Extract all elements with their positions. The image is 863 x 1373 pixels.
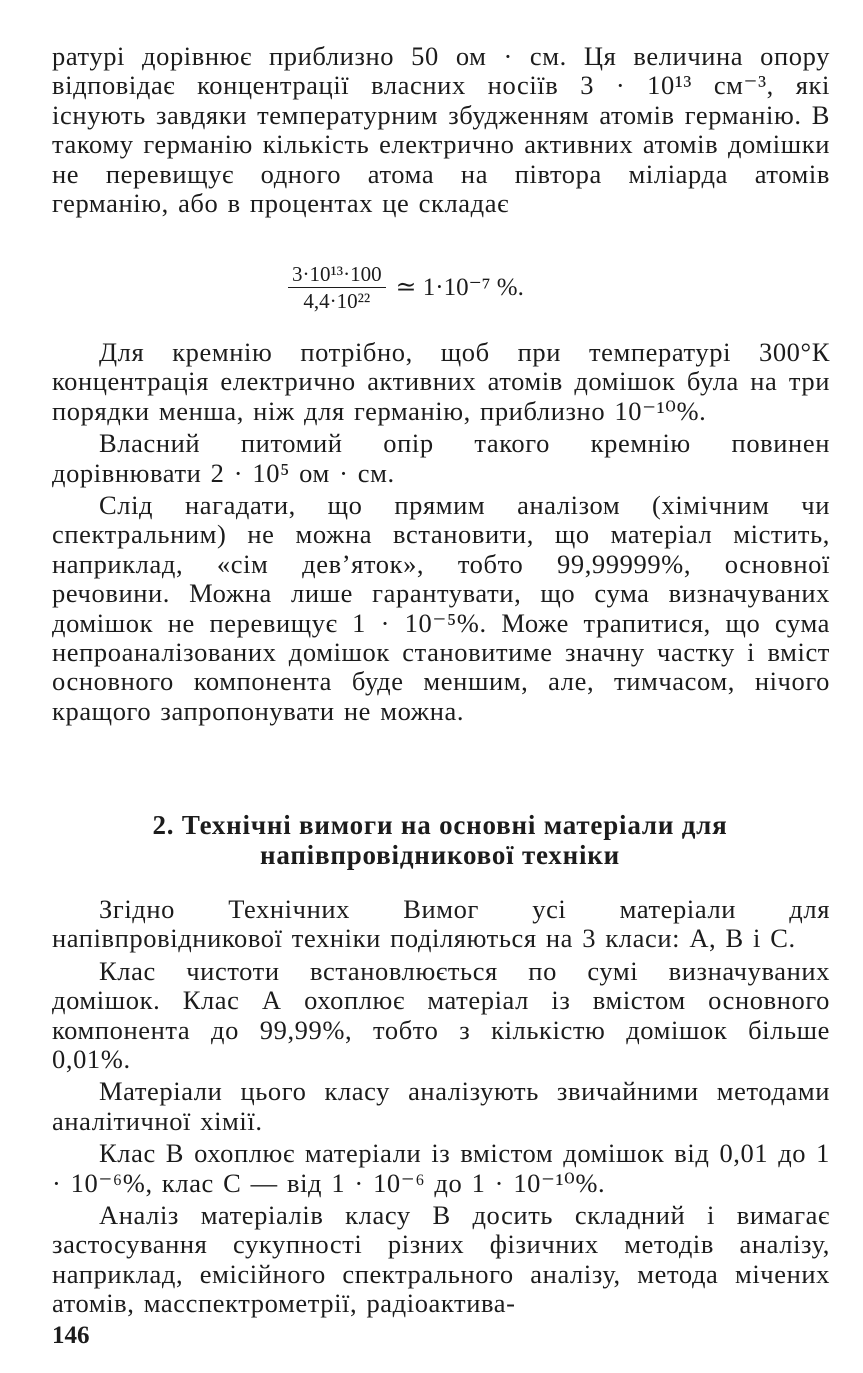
paragraph-class-a: Клас чистоти встановлюється по сумі визначуваних домішок. Клас А охоплює матеріал із вмістом основного компонента до 99,99%, тобто з кількістю домішок більше 0,01%. [52,955,830,1075]
text-block-middle [52,338,830,729]
formula-result: ≃ 1·10⁻⁷ %. [395,274,524,301]
paragraph-analysis: Слід нагадати, що прямим аналізом (хімічним чи спектральним) не можна встановити, що матеріал містить, наприклад, «сім дев’яток», тобто 99,99999%, основної речовини. Можна лише гарантувати, що сума визначуваних домішок не перевищує 1 · 10⁻⁵%. Може трапитися, що сума непроаналізованих домішок становитиме значну частку і вміст основного компонента буде меншим, але, тимчасом, нічого кращого запропонувати не можна. [52,490,830,726]
formula-numerator: 3·10¹³·100 [288,262,386,288]
text-block-top [52,42,830,221]
formula-denominator: 4,4·10²² [303,288,371,313]
formula [288,257,524,317]
paragraph-continuation: ратурі дорівнює приблизно 50 ом · см. Ця величина опору відповідає концентрації власних носіїв 3 · 10¹³ см⁻³, які існують завдяки температурним збудженням атомів германію. В такому германію кількість електрично активних атомів домішки не перевищує одного атома на півтора міліарда атомів германію, або в процентах це складає [52,41,830,219]
section-heading-line2: напівпровідникової техніки [260,840,620,870]
paragraph-chemistry: Матеріали цього класу аналізують звичайними методами аналітичної хімії. [52,1076,830,1136]
paragraph-methods: Аналіз матеріалів класу В досить складний і вимагає застосування сукупності різних фізичних методів аналізу, наприклад, емісійного спектрального аналізу, метода мічених атомів, масспектрометрії, радіоактива- [52,1200,830,1319]
text-block-bottom [52,895,830,1322]
section-heading [60,810,820,870]
paragraph-resistivity: Власний питомий опір такого кремнію повинен дорівнювати 2 · 10⁵ ом · см. [52,428,830,488]
paragraph-class-b-c: Клас В охоплює матеріали із вмістом домішок від 0,01 до 1 · 10⁻⁶%, клас С — від 1 · 10⁻⁶ до 1 · 10⁻¹⁰%. [52,1138,830,1198]
paragraph-silicon: Для кремнію потрібно, щоб при температурі 300°К концентрація електрично активних атомів домішок була на три порядки менша, ніж для германію, приблизно 10⁻¹⁰%. [52,337,830,426]
formula-fraction [288,262,386,313]
paragraph-classes: Згідно Технічних Вимог усі матеріали для напівпровідникової техніки поділяються на 3 класи: А, В і С. [52,894,830,954]
page-number: 146 [52,1322,90,1349]
section-heading-line1: 2. Технічні вимоги на основні матеріали для [152,810,728,840]
